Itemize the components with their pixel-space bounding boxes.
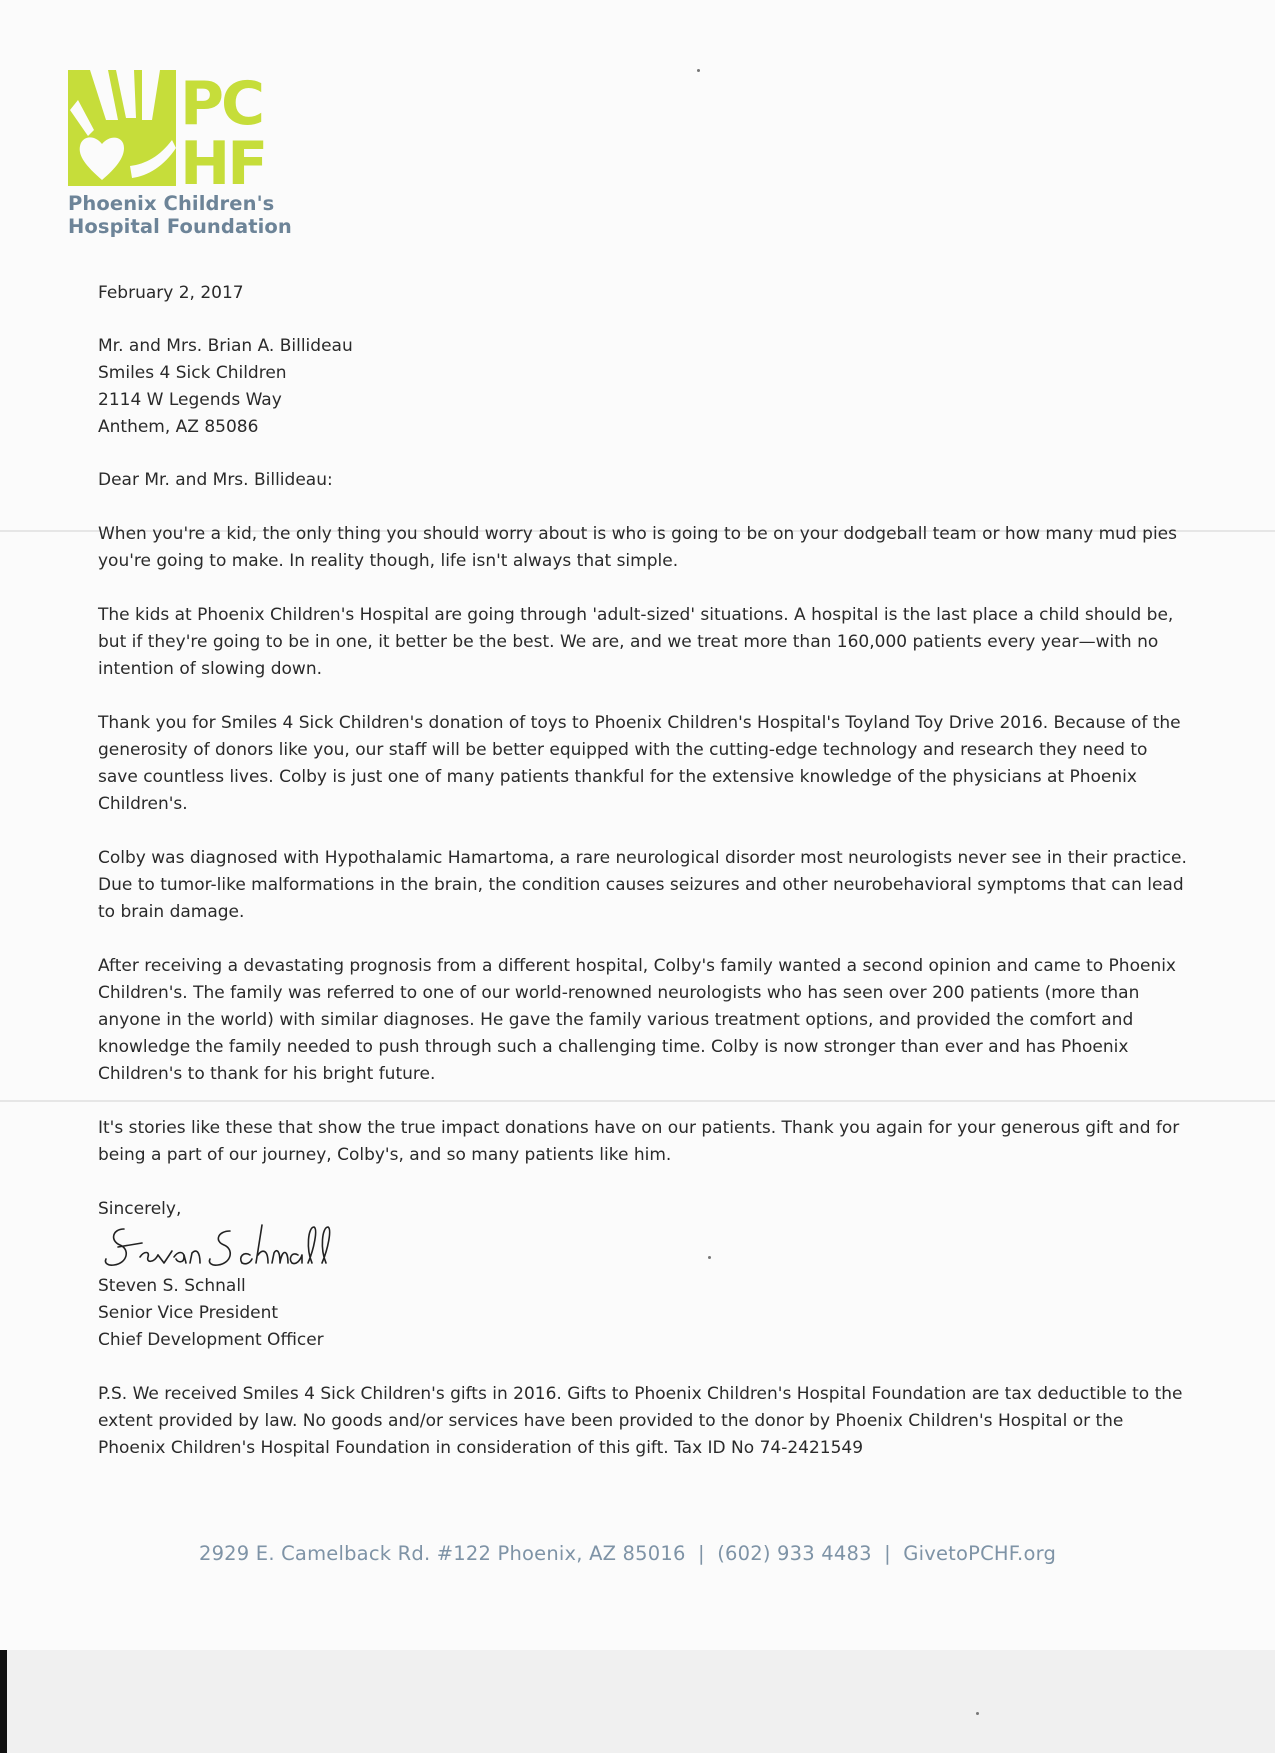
foundation-name-line2: Hospital Foundation bbox=[68, 215, 292, 238]
pchf-hand-heart-logo-icon bbox=[68, 70, 296, 186]
letterhead-footer bbox=[0, 1542, 1255, 1565]
body-paragraph: After receiving a devastating prognosis from a different hospital, Colby's family wanted a second opinion and came to Phoenix Children's. The family was referred to one of our world-renowned neurologists who has seen over 200 patients (more than anyone in the world) with similar diagnoses. He gave the family various treatment options, and provided the comfort and knowledge the family needed to push through such a challenging time. Colby is now stronger than ever and has Phoenix Children's to thank for his bright future. bbox=[98, 956, 1176, 1084]
scan-speck bbox=[697, 69, 700, 72]
foundation-name bbox=[68, 192, 300, 238]
footer-separator: | bbox=[698, 1542, 705, 1565]
handwritten-signature bbox=[102, 1219, 352, 1277]
scan-edge-mark bbox=[0, 1650, 7, 1753]
address-line: Mr. and Mrs. Brian A. Billideau bbox=[98, 336, 353, 356]
footer-separator: | bbox=[884, 1542, 891, 1565]
address-line: 2114 W Legends Way bbox=[98, 390, 282, 410]
letter-date: February 2, 2017 bbox=[98, 283, 244, 303]
address-line: Smiles 4 Sick Children bbox=[98, 363, 287, 383]
address-line: Anthem, AZ 85086 bbox=[98, 417, 259, 437]
scanner-background bbox=[0, 1650, 1275, 1753]
signer-title: Senior Vice President bbox=[98, 1303, 279, 1323]
body-paragraph: Thank you for Smiles 4 Sick Children's donation of toys to Phoenix Children's Hospital's Toyland Toy Drive 2016. Because of the generosity of donors like you, our staff will be better equipped with the cutting-edge technology and research they need to save countless lives. Colby is just one of many patients thankful for the extensive knowledge of the physicians at Phoenix Children's. bbox=[98, 713, 1181, 814]
closing: Sincerely, bbox=[98, 1199, 182, 1219]
foundation-name-line1: Phoenix Children's bbox=[68, 192, 275, 215]
svg-text:HF: HF bbox=[180, 129, 266, 186]
letterhead-logo bbox=[68, 70, 300, 238]
body-paragraph: When you're a kid, the only thing you should worry about is who is going to be on your dodgeball team or how many mud pies you're going to make. In reality though, life isn't always that simple. bbox=[98, 524, 1177, 571]
footer-address: 2929 E. Camelback Rd. #122 Phoenix, AZ 85016 bbox=[198, 1542, 686, 1565]
body-paragraph: Colby was diagnosed with Hypothalamic Hamartoma, a rare neurological disorder most neurologists never see in their practice. Due to tumor-like malformations in the brain, the condition causes seizures and other neurobehavioral symptoms that can lead to brain damage. bbox=[98, 848, 1187, 922]
postscript: P.S. We received Smiles 4 Sick Children's gifts in 2016. Gifts to Phoenix Children's Hospital Foundation are tax deductible to the extent provided by law. No goods and/or services have been provided to the donor by Phoenix Children's Hospital or the Phoenix Children's Hospital Foundation in consideration of this gift. Tax ID No 74-2421549 bbox=[98, 1384, 1183, 1458]
body-paragraph: The kids at Phoenix Children's Hospital are going through 'adult-sized' situations. A hospital is the last place a child should be, but if they're going to be in one, it better be the best. We are, and we treat more than 160,000 patients every year—with no intention of slowing down. bbox=[98, 605, 1174, 679]
signer-block bbox=[98, 1273, 1188, 1354]
body-paragraph: It's stories like these that show the true impact donations have on our patients. Thank you again for your generous gift and for being a part of our journey, Colby's, and so many patients like him. bbox=[98, 1118, 1180, 1165]
signer-name: Steven S. Schnall bbox=[98, 1276, 246, 1296]
signer-title: Chief Development Officer bbox=[98, 1330, 324, 1350]
svg-text:PC: PC bbox=[180, 70, 263, 139]
footer-website: GivetoPCHF.org bbox=[903, 1542, 1057, 1565]
footer-phone: (602) 933 4483 bbox=[717, 1542, 872, 1565]
letter-body bbox=[98, 280, 1188, 1462]
recipient-address bbox=[98, 333, 1188, 441]
salutation: Dear Mr. and Mrs. Billideau: bbox=[98, 470, 333, 490]
scan-speck bbox=[976, 1712, 979, 1715]
